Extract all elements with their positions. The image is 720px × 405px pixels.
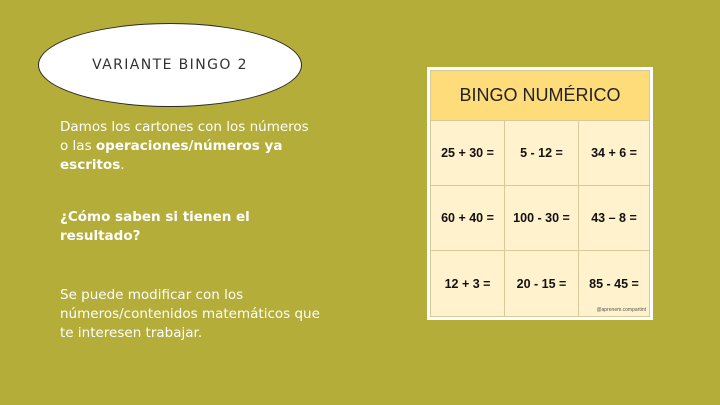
- paragraph-question: ¿Cómo saben si tienen el resultado?: [60, 209, 250, 244]
- bingo-cell: 5 - 12 =: [505, 121, 579, 186]
- bingo-cell: 100 - 30 =: [505, 186, 579, 251]
- paragraph-cartones-start: Damos los cartones con los números o las: [60, 119, 309, 154]
- credit-watermark: @aprenem.compartint: [596, 307, 646, 313]
- bingo-card-title: BINGO NUMÉRICO: [431, 71, 649, 121]
- bingo-grid: [430, 70, 650, 317]
- bingo-cell: 20 - 15 =: [505, 251, 579, 316]
- paragraph-modificar: Se puede modificar con los números/contenidos matemáticos que te interesen trabajar.: [60, 287, 320, 341]
- bingo-cell: 12 + 3 =: [431, 251, 505, 316]
- bingo-cell: 34 + 6 =: [579, 121, 649, 186]
- bingo-cell: 43 – 8 =: [579, 186, 649, 251]
- paragraph-cartones-end: .: [120, 157, 125, 173]
- bingo-cell-text: 85 - 45 =: [589, 276, 639, 291]
- bingo-cell: 25 + 30 =: [431, 121, 505, 186]
- bingo-card: [427, 67, 653, 320]
- paragraph-cartones: [60, 118, 320, 175]
- title-oval: [38, 23, 302, 107]
- bingo-cell-last: [579, 251, 649, 316]
- slide-title: VARIANTE BINGO 2: [92, 57, 248, 73]
- paragraph-cartones-bold: operaciones/números ya escritos: [60, 138, 283, 173]
- bingo-cell: 60 + 40 =: [431, 186, 505, 251]
